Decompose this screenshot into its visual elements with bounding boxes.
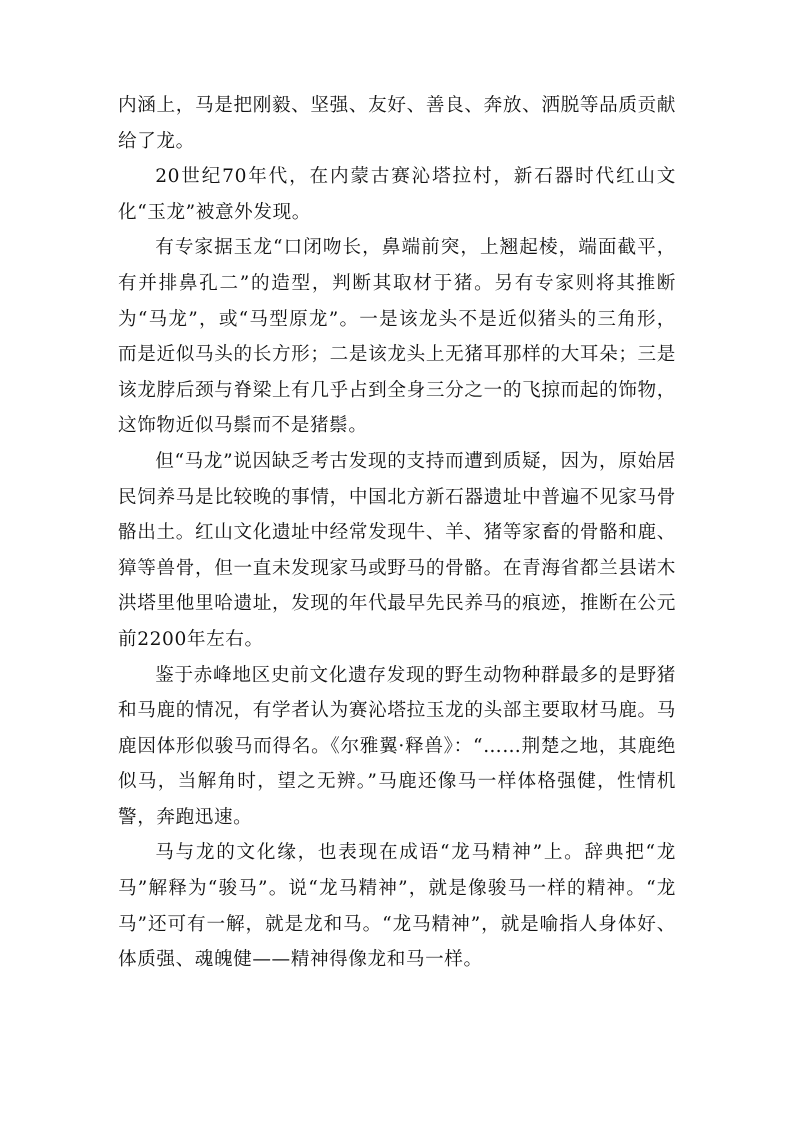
paragraph-continued: 内涵上，马是把刚毅、坚强、友好、善良、奔放、洒脱等品质贡献给了龙。 bbox=[118, 95, 676, 152]
paragraph-red-deer-theory: 鉴于赤峰地区史前文化遗存发现的野生动物种群最多的是野猪和马鹿的情况，有学者认为赛沁塔拉玉龙的头部主要取材马鹿。马鹿因体形似骏马而得名。《尔雅翼·释兽》：“……荆楚之地，其鹿绝似马，当解角时，望之无辨。”马鹿还像马一样体格强健，性情机警，奔跑迅速。 bbox=[118, 664, 676, 828]
paragraph-horse-dragon-doubt: 但“马龙”说因缺乏考古发现的支持而遭到质疑，因为，原始居民饲养马是比较晚的事情，中国北方新石器遗址中普遍不见家马骨骼出土。红山文化遗址中经常发现牛、羊、猪等家畜的骨骼和鹿、獐等兽骨，但一直未发现家马或野马的骨骼。在青海省都兰县诺木洪塔里他里哈遗址，发现的年代最早先民养马的痕迹，推断在公元前2200年左右。 bbox=[118, 450, 676, 650]
paragraph-dragon-horse-spirit: 马与龙的文化缘，也表现在成语“龙马精神”上。辞典把“龙马”解释为“骏马”。说“龙马精神”，就是像骏马一样的精神。“龙马”还可有一解，就是龙和马。“龙马精神”，就是喻指人身体好、体质强、魂魄健——精神得像龙和马一样。 bbox=[118, 842, 676, 971]
document-page bbox=[118, 88, 676, 978]
paragraph-jade-dragon-discovery: 20世纪70年代，在内蒙古赛沁塔拉村，新石器时代红山文化“玉龙”被意外发现。 bbox=[118, 166, 676, 223]
paragraph-expert-opinions: 有专家据玉龙“口闭吻长，鼻端前突，上翘起棱，端面截平，有并排鼻孔二”的造型，判断其取材于猪。另有专家则将其推断为“马龙”，或“马型原龙”。一是该龙头不是近似猪头的三角形，而是近似马头的长方形；二是该龙头上无猪耳那样的大耳朵；三是该龙脖后颈与脊梁上有几乎占到全身三分之一的飞掠而起的饰物，这饰物近似马鬃而不是猪鬃。 bbox=[118, 237, 676, 437]
